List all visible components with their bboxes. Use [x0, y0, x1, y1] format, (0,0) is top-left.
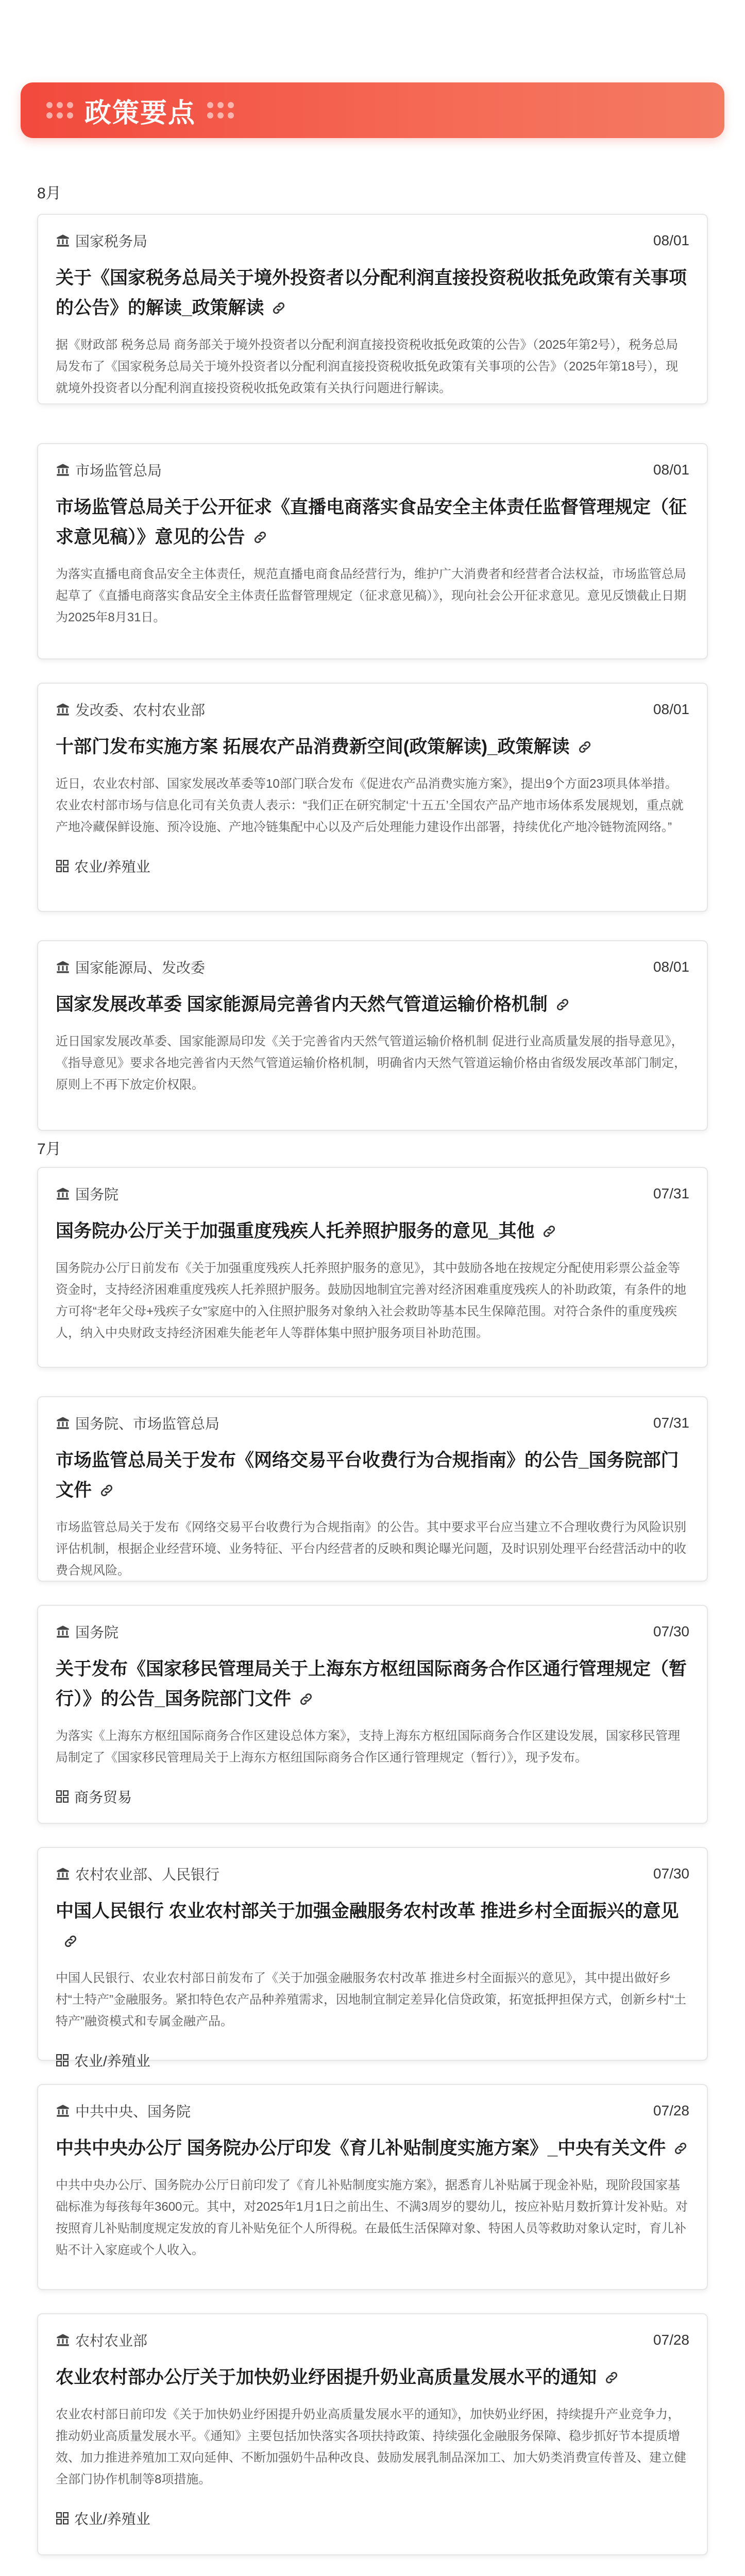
policy-card[interactable] [37, 2084, 708, 2290]
card-summary: 为落实《上海东方枢纽国际商务合作区建设总体方案》，支持上海东方枢纽国际商务合作区建设发展，国家移民管理局制定了《国家移民管理局关于上海东方枢纽国际商务合作区通行管理规定（暂行）》，现予发布。 [56, 1729, 680, 1765]
card-summary: 近日，农业农村部、国家发展改革委等10部门联合发布《促进农产品消费实施方案》，提出9个方面23项具体举措。农业农村部市场与信息化司有关负责人表示：“我们正在研究制定‘十五五’全国农产品产地市场体系发展规划，重点就产地冷藏保鲜设施、预冷设施、产地冷链集配中心以及产后处理能力建设作出部署，持续优化产地冷链物流网络。” [56, 777, 684, 834]
policy-card[interactable] [37, 443, 708, 659]
card-source: 农村农业部、人民银行 [56, 1863, 219, 1884]
policy-card[interactable] [37, 2313, 708, 2555]
bank-icon [56, 1187, 70, 1201]
category-tag: 农业/养殖业 [56, 2508, 689, 2529]
card-summary: 据《财政部 税务总局 商务部关于境外投资者以分配利润直接投资税收抵免政策的公告》（2025年第2号），税务总局局发布了《国家税务总局关于境外投资者以分配利润直接投资税收抵免政策有关事项的公告》（2025年第18号），现就境外投资者以分配利润直接投资税收抵免政策有关执行问题进行解读。 [56, 338, 679, 395]
card-source: 中共中央、国务院 [56, 2100, 191, 2121]
banner-title: 政策要点 [84, 98, 196, 128]
card-title[interactable]: 关于《国家税务总局关于境外投资者以分配利润直接投资税收抵免政策有关事项的公告》的解读_政策解读 [56, 268, 687, 318]
link-icon[interactable] [252, 530, 268, 545]
card-date: 07/28 [653, 2103, 689, 2119]
bank-icon [56, 233, 70, 248]
card-summary: 中国人民银行、农业农村部日前发布了《关于加强金融服务农村改革 推进乡村全面振兴的意见》，其中提出做好乡村“土特产”金融服务。紧扣特色农产品种养殖需求，因地制宜制定差异化信贷政策，拓宽抵押担保方式，创新乡村“土特产”融资模式和专属金融产品。 [56, 1971, 686, 2028]
card-date: 07/30 [653, 1866, 689, 1882]
grid-icon [56, 1790, 69, 1803]
card-source: 农村农业部 [56, 2330, 147, 2350]
link-icon[interactable] [99, 1483, 114, 1498]
bank-icon [56, 702, 70, 717]
link-icon[interactable] [555, 997, 570, 1012]
card-date: 07/28 [653, 2332, 689, 2348]
card-title[interactable]: 市场监管总局关于公开征求《直播电商落实食品安全主体责任监督管理规定（征求意见稿）》意见的公告 [56, 497, 687, 547]
card-date: 08/01 [653, 959, 689, 975]
category-tag: 农业/养殖业 [56, 856, 689, 876]
card-summary: 市场监管总局关于发布《网络交易平台收费行为合规指南》的公告。其中要求平台应当建立不合理收费行为风险识别评估机制，根据企业经营环境、业务特征、平台内经营者的反映和舆论曝光问题，及时识别处理平台经营活动中的收费合规风险。 [56, 1520, 686, 1578]
policy-card[interactable] [37, 1396, 708, 1582]
card-summary: 农业农村部日前印发《关于加快奶业纾困提升奶业高质量发展水平的通知》，加快奶业纾困，持续提升产业竞争力，推动奶业高质量发展水平。《通知》主要包括加快落实各项扶持政策、持续强化金融服务保障、稳步抓好节本提质增效、加力推进养殖加工双向延伸、不断加强奶牛品种改良、鼓励发展乳制品深加工、加大奶类消费宣传普及、建立健全部门协作机制等8项措施。 [56, 2408, 686, 2486]
grid-icon [56, 859, 69, 873]
card-source: 国务院、市场监管总局 [56, 1413, 219, 1433]
card-title[interactable]: 十部门发布实施方案 拓展农产品消费新空间(政策解读)_政策解读 [56, 732, 689, 762]
dots-decoration-right [207, 102, 234, 118]
card-date: 08/01 [653, 462, 689, 478]
grid-icon [56, 2512, 69, 2525]
bank-icon [56, 960, 70, 974]
link-icon[interactable] [63, 1934, 78, 1949]
policy-card[interactable] [37, 214, 708, 404]
card-date: 08/01 [653, 232, 689, 248]
card-source: 国务院 [56, 1621, 118, 1642]
policy-card[interactable] [37, 940, 708, 1131]
card-source: 国家税务局 [56, 230, 147, 251]
card-date: 07/31 [653, 1185, 689, 1201]
card-date: 08/01 [653, 701, 689, 717]
policy-card[interactable] [37, 1847, 708, 2069]
bank-icon [56, 1867, 70, 1881]
month-label: 7月 [37, 1141, 61, 1158]
card-source: 国务院 [56, 1183, 118, 1204]
policy-card[interactable] [37, 683, 708, 912]
card-title[interactable]: 关于发布《国家移民管理局关于上海东方枢纽国际商务合作区通行管理规定（暂行）》的公告_国务院部门文件 [56, 1659, 687, 1709]
card-source: 发改委、农村农业部 [56, 699, 205, 720]
link-icon[interactable] [541, 1224, 557, 1239]
bank-icon [56, 2104, 70, 2118]
bank-icon [56, 1416, 70, 1430]
card-title[interactable]: 农业农村部办公厅关于加快奶业纾困提升奶业高质量发展水平的通知 [56, 2363, 689, 2393]
policy-banner [21, 82, 724, 138]
policy-card[interactable] [37, 1605, 708, 1824]
card-title[interactable]: 国家发展改革委 国家能源局完善省内天然气管道运输价格机制 [56, 990, 689, 1020]
month-label: 8月 [37, 185, 61, 202]
card-title[interactable]: 中国人民银行 农业农村部关于加强金融服务农村改革 推进乡村全面振兴的意见 [56, 1896, 689, 1956]
card-date: 07/30 [653, 1623, 689, 1639]
link-icon[interactable] [577, 739, 592, 755]
card-summary: 近日国家发展改革委、国家能源局印发《关于完善省内天然气管道运输价格机制 促进行业高质量发展的指导意见》，《指导意见》要求各地完善省内天然气管道运输价格机制，明确省内天然气管道运输价格由省级发展改革部门制定，原则上不再下放定价权限。 [56, 1035, 686, 1092]
card-title[interactable]: 中共中央办公厅 国务院办公厅印发《育儿补贴制度实施方案》_中央有关文件 [56, 2133, 689, 2163]
dots-decoration-left [46, 102, 73, 118]
link-icon[interactable] [271, 300, 286, 316]
link-icon[interactable] [673, 2141, 688, 2156]
card-source: 国家能源局、发改委 [56, 957, 205, 977]
link-icon[interactable] [604, 2370, 619, 2385]
card-title[interactable]: 国务院办公厅关于加强重度残疾人托养照护服务的意见_其他 [56, 1216, 689, 1246]
category-tag: 农业/养殖业 [56, 2050, 689, 2071]
bank-icon [56, 2333, 70, 2347]
card-summary: 中共中央办公厅、国务院办公厅日前印发了《育儿补贴制度实施方案》，据悉育儿补贴属于现金补贴，现阶段国家基础标准为每孩每年3600元。其中，对2025年1月1日之前出生、不满3周岁的婴幼儿，按应补贴月数折算计发补贴。对按照育儿补贴制度规定发放的育儿补贴免征个人所得税。在最低生活保障对象、特困人员等救助对象认定时，育儿补贴不计入家庭或个人收入。 [56, 2178, 688, 2257]
card-source: 市场监管总局 [56, 460, 162, 480]
card-date: 07/31 [653, 1415, 689, 1431]
card-summary: 为落实直播电商食品安全主体责任，规范直播电商食品经营行为，维护广大消费者和经营者合法权益，市场监管总局起草了《直播电商落实食品安全主体责任监督管理规定（征求意见稿）》，现向社会公开征求意见。意见反馈截止日期为2025年8月31日。 [56, 567, 686, 624]
card-summary: 国务院办公厅日前发布《关于加强重度残疾人托养照护服务的意见》，其中鼓励各地在按规定分配使用彩票公益金等资金时，支持经济困难重度残疾人托养照护服务。鼓励因地制宜完善对经济困难重度残疾人的补助政策，有条件的地方可将“老年父母+残疾子女”家庭中的入住照护服务对象纳入社会救助等基本民生保障范围。对符合条件的重度残疾人，纳入中央财政支持经济困难失能老年人等群体集中照护服务项目补助范围。 [56, 1261, 686, 1340]
grid-icon [56, 2054, 69, 2067]
link-icon[interactable] [298, 1691, 314, 1707]
policy-card[interactable] [37, 1167, 708, 1368]
category-tag: 商务贸易 [56, 1786, 689, 1807]
card-title[interactable]: 市场监管总局关于发布《网络交易平台收费行为合规指南》的公告_国务院部门文件 [56, 1450, 679, 1500]
bank-icon [56, 1624, 70, 1639]
bank-icon [56, 463, 70, 477]
page-top-space [0, 0, 745, 72]
